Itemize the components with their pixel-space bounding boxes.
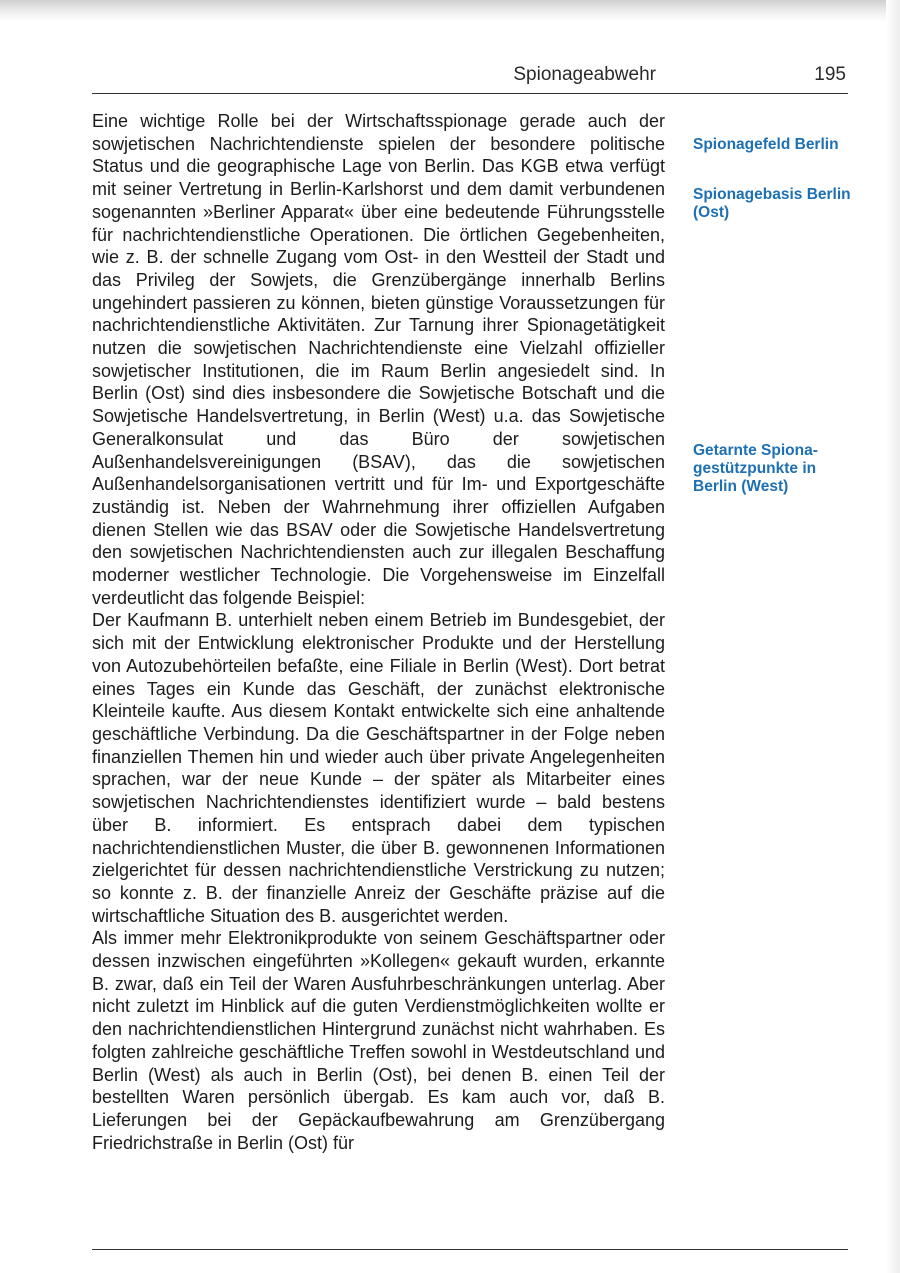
body-text: [92, 110, 665, 1154]
margin-note-spionagefeld: Spionagefeld Berlin: [693, 136, 839, 153]
page-number: 195: [814, 64, 846, 85]
footer-rule: [92, 1249, 848, 1250]
margin-note-spionagebasis: Spionagebasis Berlin (Ost): [693, 186, 851, 221]
paragraph-2: Der Kaufmann B. unterhielt neben einem Betrieb im Bundesgebiet, der sich mit der Entwicklung elektronischer Produkte und der Herstellung von Autozubehörteilen befaßte, eine Filiale in Berlin (West). Dort betrat eines Tages ein Kunde das Geschäft, der zunächst elektronische Kleinteile kaufte. Aus diesem Kontakt entwickelte sich eine anhaltende geschäftliche Verbindung. Da die Geschäftspartner in der Folge neben finanziellen Themen hin und wieder auch über private Angelegenheiten sprachen, war der neue Kunde – der später als Mitarbeiter eines sowjetischen Nachrichtendienstes identifiziert wurde – bald bestens über B. informiert. Es entsprach dabei dem typischen nachrichtendienstlichen Muster, die über B. gewonnenen Informationen zielgerichtet für dessen nachrichtendienstliche Verstrickung zu nutzen; so konnte z. B. der finanzielle Anreiz der Geschäfte präzise auf die wirtschaftliche Situation des B. ausgerichtet werden.: [92, 610, 665, 926]
margin-note-stuetzpunkte: Getarnte Spionagestützpunkte in Berlin (West): [693, 442, 818, 495]
scan-side-shadow: [886, 0, 900, 1273]
header-rule: [92, 93, 848, 94]
page-header: [92, 62, 848, 92]
paragraph-1: Eine wichtige Rolle bei der Wirtschaftsspionage gerade auch der sowjetischen Nachrichtendienste spielen der besondere politische Status und die geographische Lage von Berlin. Das KGB etwa verfügt mit seiner Vertretung in Berlin-Karlshorst und dem damit verbundenen sogenannten »Berliner Apparat« über eine bedeutende Führungsstelle für nachrichtendienstliche Operationen. Die örtlichen Gegebenheiten, wie z. B. der schnelle Zugang vom Ost- in den Westteil der Stadt und das Privileg der Sowjets, die Grenzübergänge innerhalb Berlins ungehindert passieren zu können, bieten günstige Voraussetzungen für nachrichtendienstliche Aktivitäten. Zur Tarnung ihrer Spionagetätigkeit nutzen die sowjetischen Nachrichtendienste eine Vielzahl offizieller sowjetischer Institutionen, die im Raum Berlin angesiedelt sind. In Berlin (Ost) sind dies insbesondere die Sowjetische Botschaft und die Sowjetische Handelsvertretung, in Berlin (West) u.a. das Sowjetische Generalkonsulat und das Büro der sowjetischen Außenhandelsvereinigungen (BSAV), das die sowjetischen Außenhandelsorganisationen vertritt und für Im- und Exportgeschäfte zuständig ist. Neben der Wahrnehmung ihrer offiziellen Aufgaben dienen Stellen wie das BSAV oder die Sowjetische Handelsvertretung den sowjetischen Nachrichtendiensten auch zur illegalen Beschaffung moderner westlicher Technologie. Die Vorgehensweise im Einzelfall verdeutlicht das folgende Beispiel:: [92, 111, 665, 608]
paragraph-3: Als immer mehr Elektronikprodukte von seinem Geschäftspartner oder dessen inzwischen eingeführten »Kollegen« gekauft wurden, erkannte B. zwar, daß ein Teil der Waren Ausfuhrbeschränkungen unterlag. Aber nicht zuletzt im Hinblick auf die guten Verdienstmöglichkeiten wollte er den nachrichtendienstlichen Hintergrund zunächst nicht wahrhaben. Es folgten zahlreiche geschäftliche Treffen sowohl in Westdeutschland und Berlin (West) als auch in Berlin (Ost), bei denen B. einen Teil der bestellten Waren persönlich übergab. Es kam auch vor, daß B. Lieferungen bei der Gepäckaufbewahrung am Grenzübergang Friedrichstraße in Berlin (Ost) für: [92, 928, 665, 1153]
running-title: Spionageabwehr: [513, 64, 656, 85]
scan-edge-shadow: [0, 0, 900, 22]
